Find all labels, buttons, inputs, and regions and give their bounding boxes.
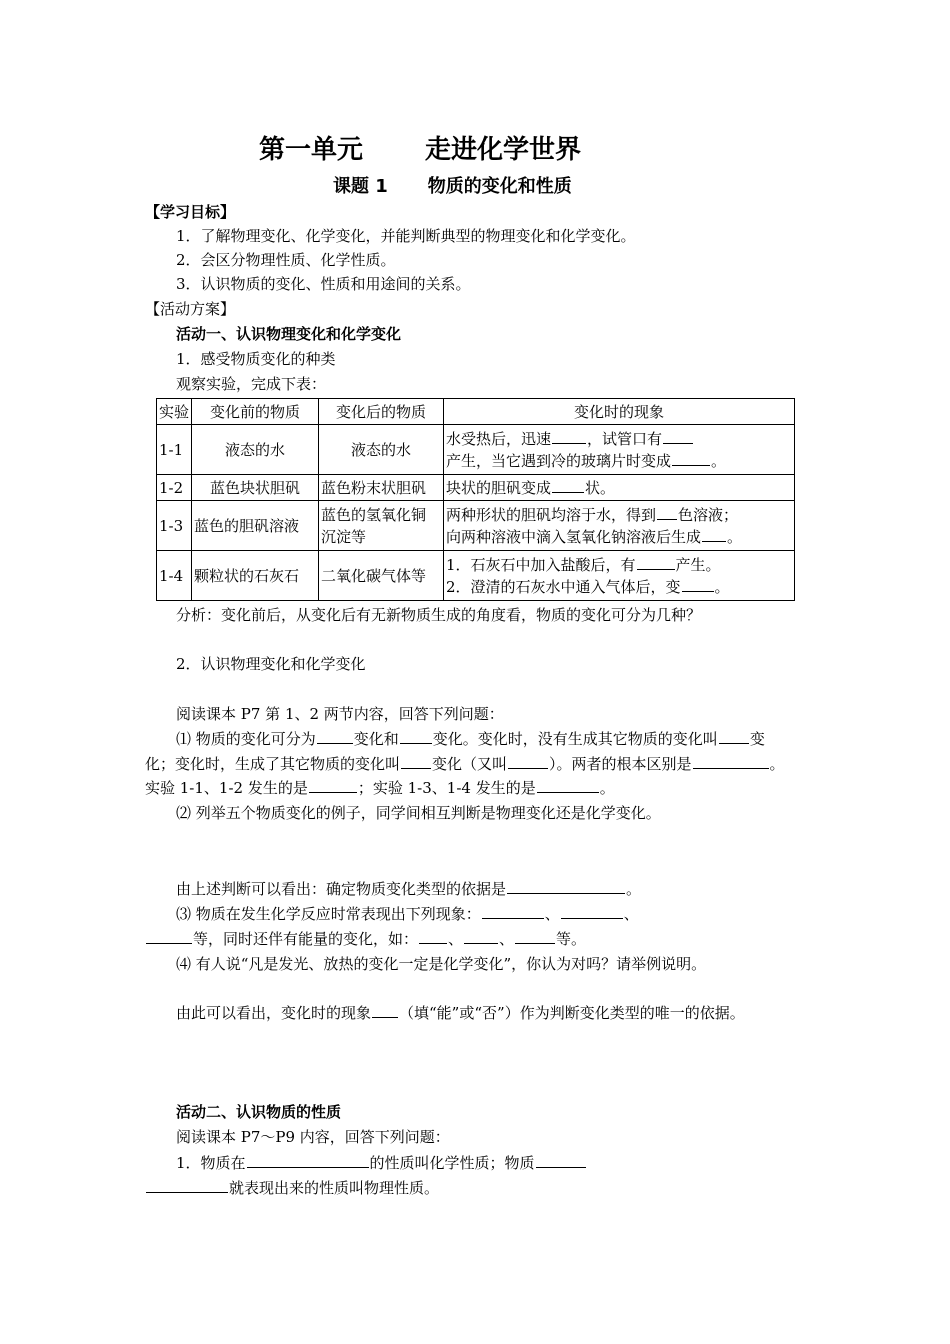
q3-line [176, 903, 639, 925]
phenomenon-text: 向两种溶液中滴入氢氧化钠溶液后生成 [446, 527, 702, 546]
q1-line [176, 728, 765, 750]
before-cell: 颗粒状的石灰石 [192, 551, 319, 601]
q2-text: ⑵ 列举五个物质变化的例子，同学间相互判断是物理变化还是化学变化。 [176, 804, 661, 822]
exp-id: 1-2 [157, 475, 192, 501]
fill-blank[interactable] [719, 728, 749, 744]
q1-text: 。 [769, 755, 785, 773]
read-instruction: 阅读课本 P7 第 1、2 两节内容，回答下列问题： [176, 705, 504, 723]
fill-blank[interactable] [561, 903, 623, 919]
phenomenon-text: 状。 [585, 478, 616, 497]
q3-text: 、 [623, 905, 639, 923]
fill-blank[interactable] [400, 728, 432, 744]
goal-item: 3．认识物质的变化、性质和用途间的关系。 [176, 275, 471, 293]
after-cell [319, 501, 444, 551]
activity1-sub2: 2．认识物理变化和化学变化 [176, 655, 366, 673]
activity2-q1-line [145, 1177, 439, 1199]
fill-blank[interactable] [482, 903, 544, 919]
fill-blank[interactable] [146, 1177, 228, 1193]
before-cell: 液态的水 [192, 425, 319, 475]
conclusion-text: 由此可以看出，变化时的现象 [176, 1004, 372, 1022]
goal-item: 1．了解物理变化、化学变化，并能判断典型的物理变化和化学变化。 [176, 227, 636, 245]
after-cell: 二氧化碳气体等 [319, 551, 444, 601]
exp-id: 1-4 [157, 551, 192, 601]
activity1-instruction: 观察实验，完成下表： [176, 375, 327, 393]
table-row [157, 475, 795, 501]
phenomenon-text: 块状的胆矾变成 [446, 478, 552, 497]
table-row [157, 501, 795, 551]
phenomenon-text: 产生，当它遇到冷的玻璃片时变成 [446, 451, 672, 470]
table-row [157, 425, 795, 475]
q1-text: 变化。变化时，没有生成其它物质的变化叫 [432, 730, 718, 748]
fill-blank[interactable] [657, 504, 677, 520]
fill-blank[interactable] [663, 428, 693, 444]
fill-blank[interactable] [552, 477, 584, 493]
phenomenon-cell [444, 501, 795, 551]
activity2-q1-text: 的性质叫化学性质；物质 [369, 1154, 535, 1172]
activity2-read: 阅读课本 P7～P9 内容，回答下列问题： [176, 1128, 450, 1146]
fill-blank[interactable] [536, 1152, 586, 1168]
q3-text: ⑶ 物质在发生化学反应时常表现出下列现象： [176, 905, 481, 923]
q1-text: 变化和 [353, 730, 399, 748]
header-cell: 变化后的物质 [319, 399, 444, 425]
exp-id: 1-3 [157, 501, 192, 551]
fill-blank[interactable] [515, 928, 555, 944]
fill-blank[interactable] [372, 1002, 398, 1018]
fill-blank[interactable] [247, 1152, 369, 1168]
q1-text: ；实验 1-3、1-4 发生的是 [357, 779, 536, 797]
lesson-title [333, 175, 572, 199]
unit-title [259, 134, 581, 166]
after-cell: 液态的水 [319, 425, 444, 475]
unit-number: 第一单元 [259, 135, 364, 165]
plan-heading: 【活动方案】 [145, 300, 236, 318]
q4-text: ⑷ 有人说“凡是发光、放热的变化一定是化学变化”，你认为对吗？请举例说明。 [176, 955, 707, 973]
fill-blank[interactable] [672, 450, 710, 466]
after-text: 沉淀等 [321, 527, 367, 546]
after-cell: 蓝色粉末状胆矾 [319, 475, 444, 501]
phenomenon-text: 色溶液； [678, 505, 739, 524]
header-cell: 实验 [157, 399, 192, 425]
header-cell: 变化时的现象 [444, 399, 795, 425]
goal-item: 2．会区分物理性质、化学性质。 [176, 251, 396, 269]
conclusion-line [176, 1002, 745, 1024]
q1-text: 变化（又叫 [432, 755, 508, 773]
header-cell: 变化前的物质 [192, 399, 319, 425]
activity2-q1-text: 1．物质在 [176, 1154, 246, 1172]
phenomenon-text: 两种形状的胆矾均溶于水，得到 [446, 505, 657, 524]
phenomenon-text: 1．石灰石中加入盐酸后，有 [446, 555, 636, 574]
phenomenon-text: 。 [711, 451, 727, 470]
fill-blank[interactable] [702, 526, 726, 542]
fill-blank[interactable] [537, 777, 599, 793]
phenomenon-text: 。 [727, 527, 743, 546]
lesson-number: 课题 1 [333, 176, 388, 197]
fill-blank[interactable] [507, 878, 625, 894]
q1-text: 化；变化时，生成了其它物质的变化叫 [145, 755, 401, 773]
fill-blank[interactable] [508, 753, 548, 769]
activity2-q1-text: 就表现出来的性质叫物理性质。 [229, 1179, 440, 1197]
goals-heading: 【学习目标】 [145, 203, 236, 221]
q1-text: 实验 1-1、1-2 发生的是 [145, 779, 308, 797]
unit-name: 走进化学世界 [425, 135, 582, 165]
phenomenon-cell [444, 551, 795, 601]
experiment-table [156, 398, 795, 601]
q3-line [145, 928, 586, 950]
fill-blank[interactable] [401, 753, 431, 769]
fill-blank[interactable] [464, 928, 498, 944]
activity1-sub1: 1．感受物质变化的种类 [176, 350, 336, 368]
q1-text: 。 [599, 779, 615, 797]
q1-line [145, 777, 615, 799]
phenomenon-text: 2．澄清的石灰水中通入气体后，变 [446, 577, 681, 596]
q3-text: 等，同时还伴有能量的变化，如： [193, 930, 419, 948]
basis-text: 由上述判断可以看出：确定物质变化类型的依据是 [176, 880, 507, 898]
phenomenon-text: 产生。 [675, 555, 721, 574]
q3-text: 、 [499, 930, 515, 948]
basis-line [176, 878, 641, 900]
phenomenon-text: ，试管口有 [587, 429, 663, 448]
table-row [157, 551, 795, 601]
fill-blank[interactable] [146, 928, 192, 944]
q1-text: ）。两者的根本区别是 [549, 755, 692, 773]
fill-blank[interactable] [693, 753, 769, 769]
analysis-question: 分析：变化前后，从变化后有无新物质生成的角度看，物质的变化可分为几种？ [176, 606, 702, 624]
phenomenon-text: 水受热后，迅速 [446, 429, 552, 448]
q1-text: 变 [749, 730, 765, 748]
before-cell: 蓝色的胆矾溶液 [192, 501, 319, 551]
activity2-title: 活动二、认识物质的性质 [176, 1103, 342, 1121]
phenomenon-cell [444, 425, 795, 475]
table-header-row [157, 399, 795, 425]
phenomenon-text: 。 [714, 577, 730, 596]
q3-text: 、 [448, 930, 464, 948]
fill-blank[interactable] [637, 554, 675, 570]
before-cell: 蓝色块状胆矾 [192, 475, 319, 501]
q1-text: ⑴ 物质的变化可分为 [176, 730, 316, 748]
phenomenon-cell [444, 475, 795, 501]
fill-blank[interactable] [682, 576, 714, 592]
fill-blank[interactable] [317, 728, 353, 744]
activity2-q1-line [176, 1152, 587, 1174]
activity1-title: 活动一、认识物理变化和化学变化 [176, 325, 402, 343]
q3-text: 等。 [556, 930, 587, 948]
exp-id: 1-1 [157, 425, 192, 475]
after-text: 蓝色的氢氧化铜 [321, 505, 427, 524]
basis-text: 。 [626, 880, 642, 898]
fill-blank[interactable] [419, 928, 447, 944]
conclusion-text: （填“能”或“否”）作为判断变化类型的唯一的依据。 [399, 1004, 745, 1022]
lesson-name: 物质的变化和性质 [427, 176, 572, 197]
q3-text: 、 [544, 905, 560, 923]
fill-blank[interactable] [309, 777, 357, 793]
fill-blank[interactable] [552, 428, 586, 444]
q1-line [145, 753, 785, 775]
